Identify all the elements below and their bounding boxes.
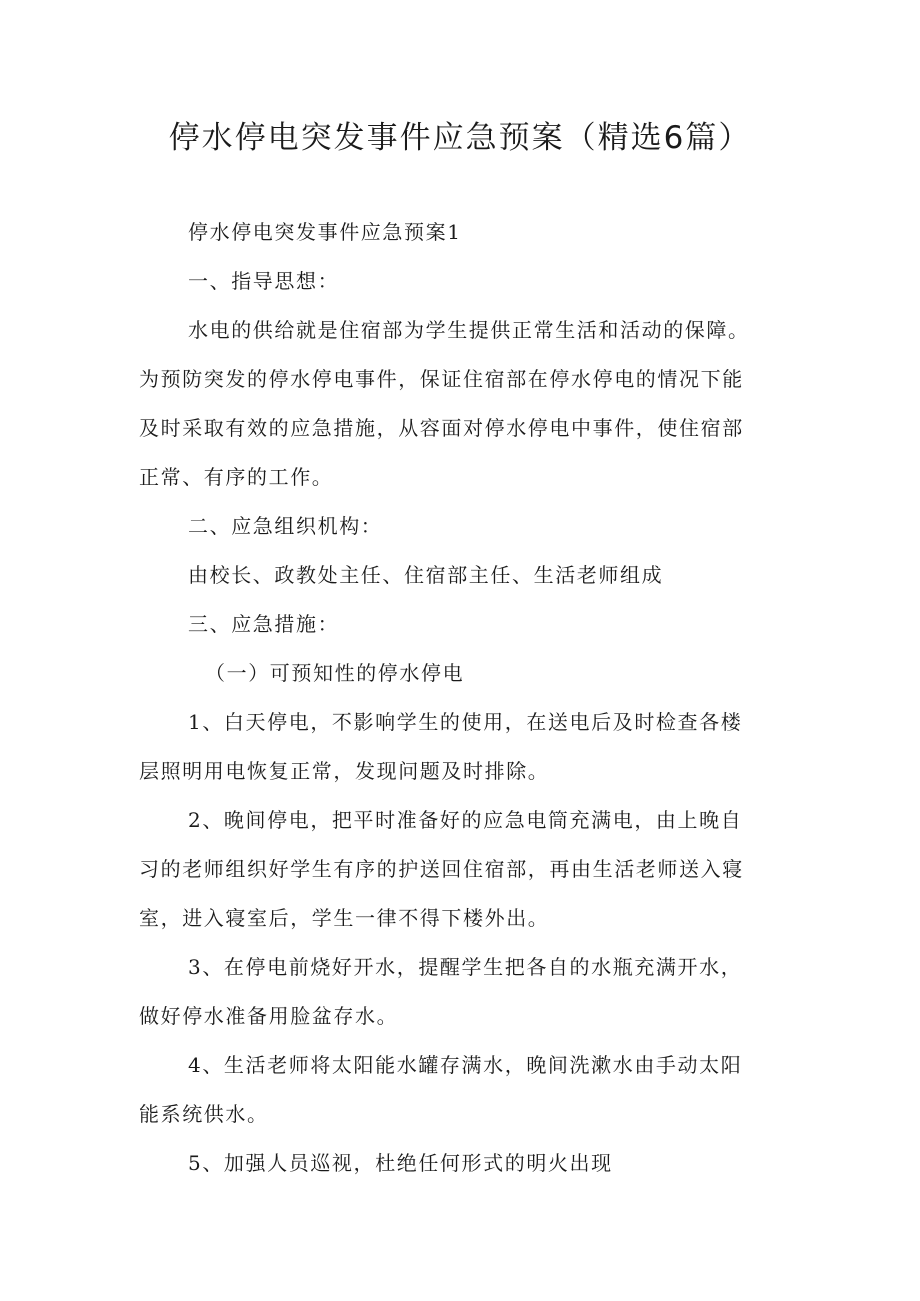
organization-members: 由校长、政教处主任、住宿部主任、生活老师组成 (188, 563, 664, 587)
document-body (139, 212, 799, 1183)
list-item-3-line: 做好停水准备用脸盆存水。 (139, 1004, 399, 1028)
section-heading-measures: 三、应急措施： (188, 612, 340, 636)
list-item-4-line: 4、生活老师将太阳能水罐存满水，晚间洗漱水由手动太阳 (188, 1053, 743, 1077)
section-heading-guiding-thought: 一、指导思想： (188, 269, 340, 293)
list-item-1-line: 层照明用电恢复正常，发现问题及时排除。 (139, 759, 550, 783)
list-item-5: 5、加强人员巡视，杜绝任何形式的明火出现 (188, 1151, 613, 1175)
paragraph-line: 水电的供给就是住宿部为学生提供正常生活和活动的保障。 (188, 318, 750, 342)
list-item-2-line: 习的老师组织好学生有序的护送回住宿部，再由生活老师送入寝 (139, 857, 744, 881)
paragraph-line: 为预防突发的停水停电事件，保证住宿部在停水停电的情况下能 (139, 367, 744, 391)
list-item-3-line: 3、在停电前烧好开水，提醒学生把各自的水瓶充满开水， (188, 955, 743, 979)
list-item-4-line: 能系统供水。 (139, 1102, 269, 1126)
section-heading-organization: 二、应急组织机构： (188, 514, 383, 538)
subtitle: 停水停电突发事件应急预案1 (188, 220, 462, 244)
paragraph-line: 及时采取有效的应急措施，从容面对停水停电中事件，使住宿部 (139, 416, 744, 440)
list-item-2-line: 室，进入寝室后，学生一律不得下楼外出。 (139, 906, 550, 930)
document-title: 停水停电突发事件应急预案（精选6篇） (168, 120, 752, 156)
paragraph-line: 正常、有序的工作。 (139, 465, 334, 489)
list-item-2-line: 2、晚间停电，把平时准备好的应急电筒充满电，由上晚自 (188, 808, 743, 832)
list-item-1-line: 1、白天停电，不影响学生的使用，在送电后及时检查各楼 (188, 710, 743, 734)
subsection-heading-predictable: （一）可预知性的停水停电 (205, 661, 465, 685)
